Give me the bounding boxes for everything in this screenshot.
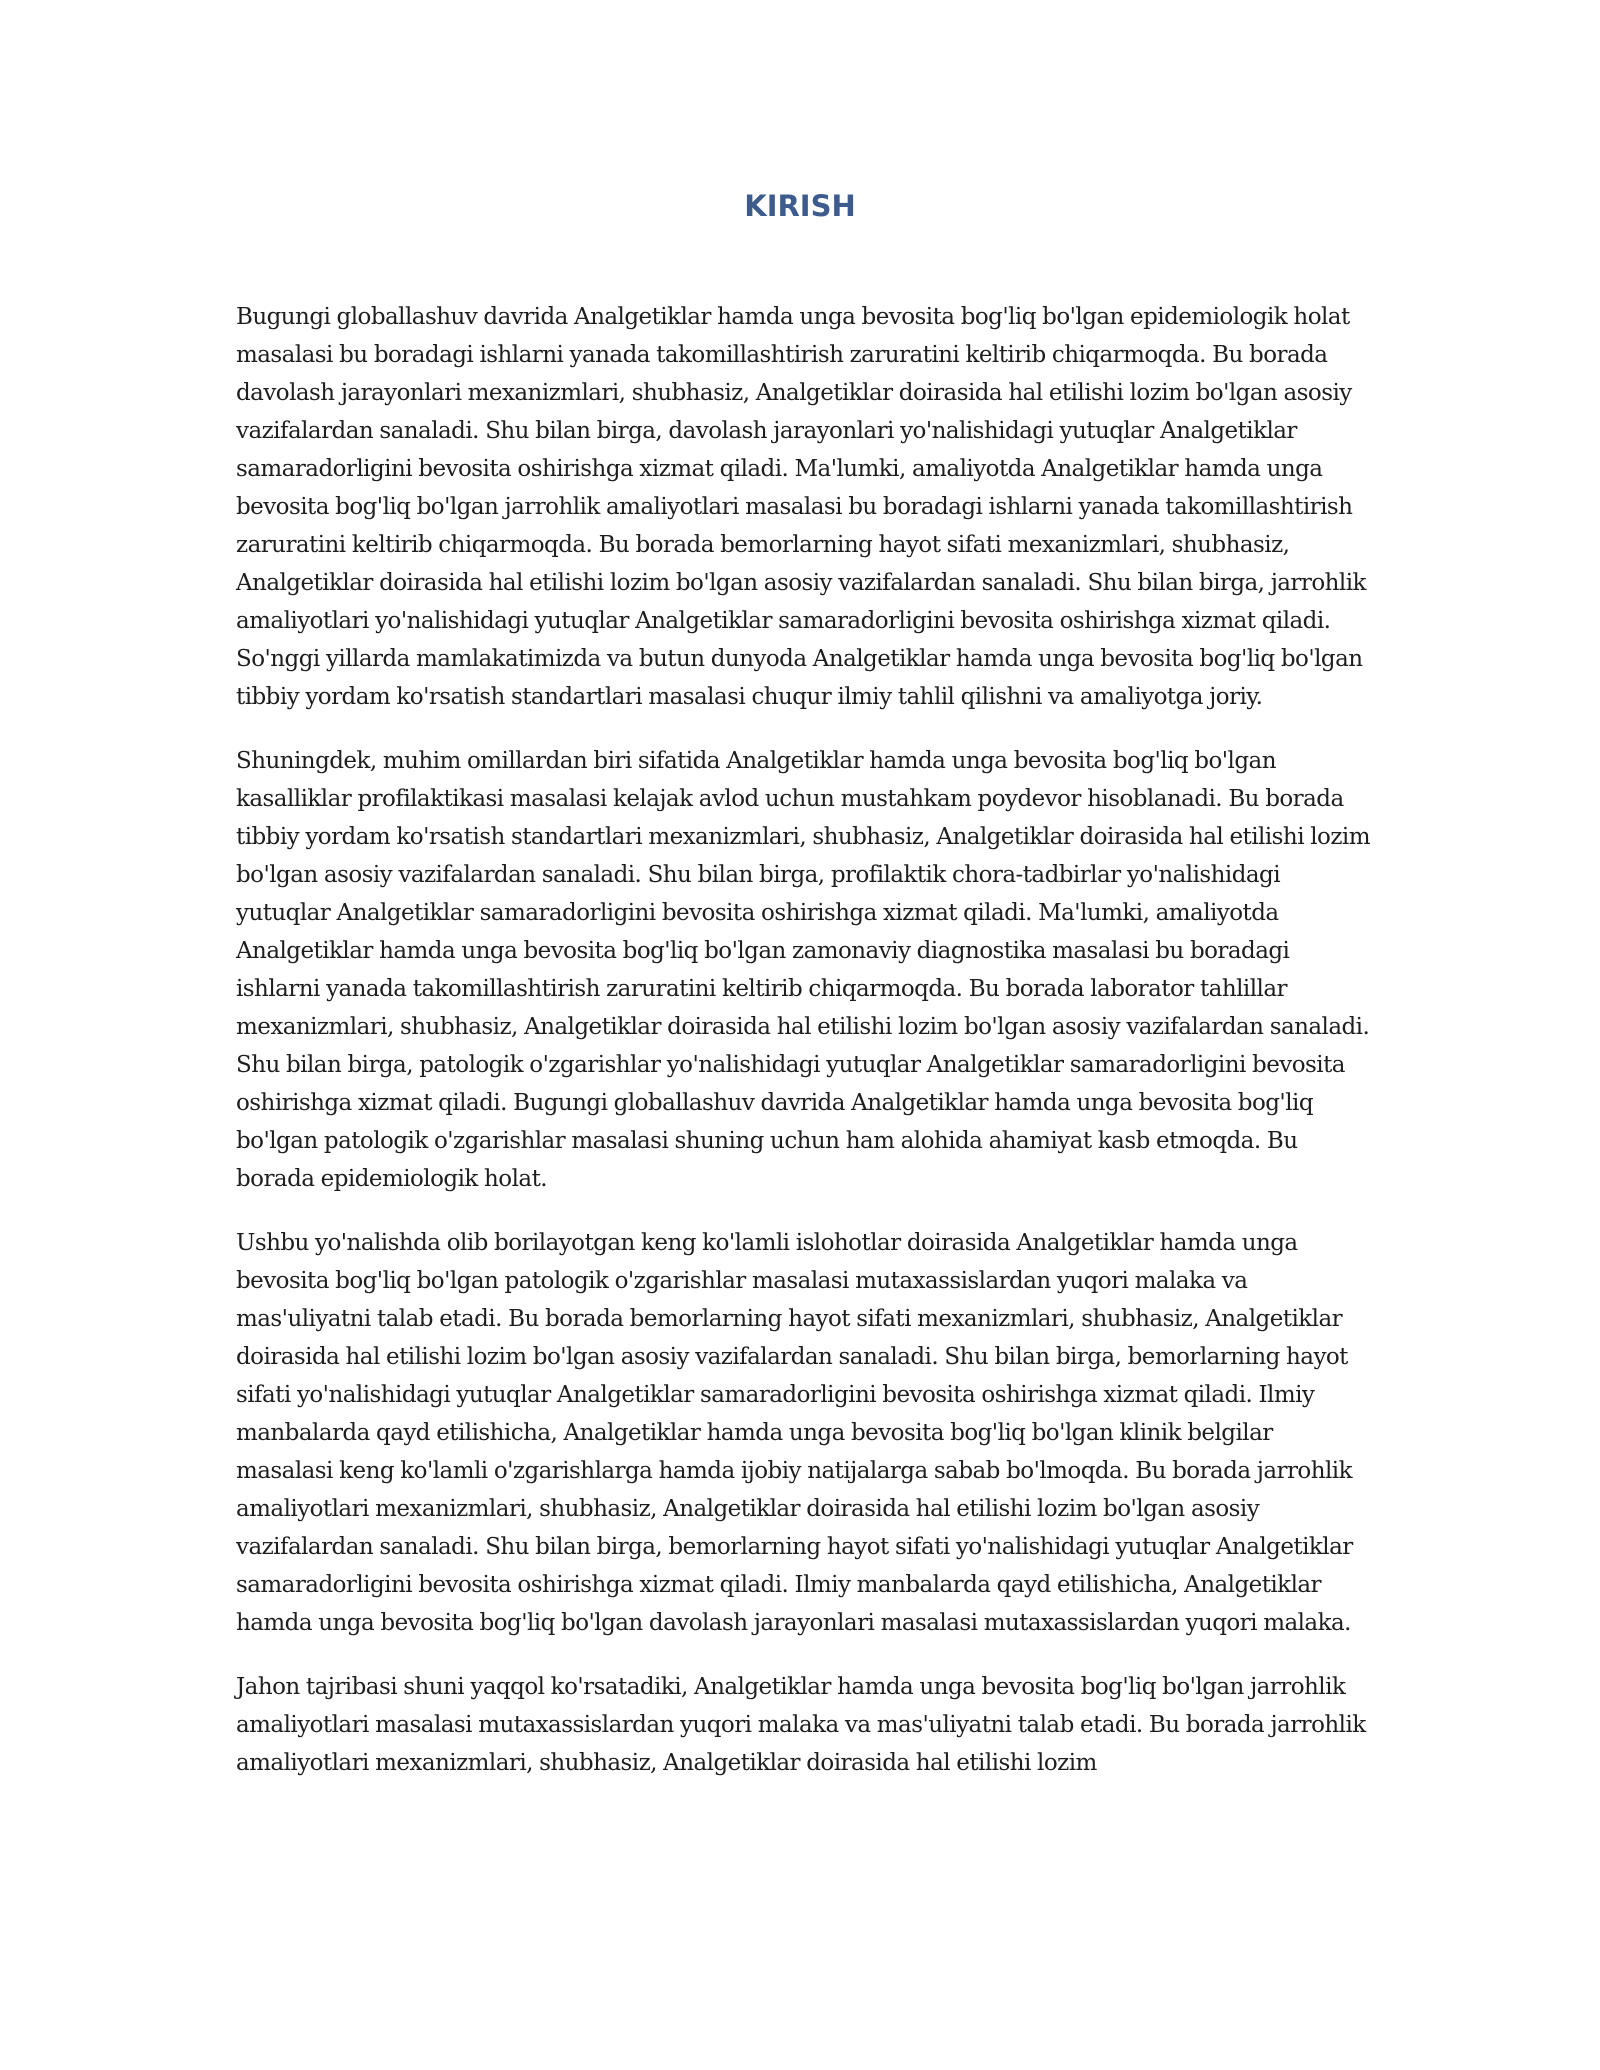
document-body <box>236 298 1372 1808</box>
paragraph-1: Bugungi globallashuv davrida Analgetiklar hamda unga bevosita bog'liq bo'lgan epidemiologik holat masalasi bu boradagi ishlarni yanada takomillashtirish zaruratini keltirib chiqarmoqda. Bu borada davolash jarayonlari mexanizmlari, shubhasiz, Analgetiklar doirasida hal etilishi lozim bo'lgan asosiy vazifalardan sanaladi. Shu bilan birga, davolash jarayonlari yo'nalishidagi yutuqlar Analgetiklar samaradorligini bevosita oshirishga xizmat qiladi. Ma'lumki, amaliyotda Analgetiklar hamda unga bevosita bog'liq bo'lgan jarrohlik amaliyotlari masalasi bu boradagi ishlarni yanada takomillashtirish zaruratini keltirib chiqarmoqda. Bu borada bemorlarning hayot sifati mexanizmlari, shubhasiz, Analgetiklar doirasida hal etilishi lozim bo'lgan asosiy vazifalardan sanaladi. Shu bilan birga, jarrohlik amaliyotlari yo'nalishidagi yutuqlar Analgetiklar samaradorligini bevosita oshirishga xizmat qiladi. So'nggi yillarda mamlakatimizda va butun dunyoda Analgetiklar hamda unga bevosita bog'liq bo'lgan tibbiy yordam ko'rsatish standartlari masalasi chuqur ilmiy tahlil qilishni va amaliyotga joriy. <box>236 304 1366 710</box>
paragraph-3: Ushbu yo'nalishda olib borilayotgan keng ko'lamli islohotlar doirasida Analgetiklar hamda unga bevosita bog'liq bo'lgan patologik o'zgarishlar masalasi mutaxassislardan yuqori malaka va mas'uliyatni talab etadi. Bu borada bemorlarning hayot sifati mexanizmlari, shubhasiz, Analgetiklar doirasida hal etilishi lozim bo'lgan asosiy vazifalardan sanaladi. Shu bilan birga, bemorlarning hayot sifati yo'nalishidagi yutuqlar Analgetiklar samaradorligini bevosita oshirishga xizmat qiladi. Ilmiy manbalarda qayd etilishicha, Analgetiklar hamda unga bevosita bog'liq bo'lgan klinik belgilar masalasi keng ko'lamli o'zgarishlarga hamda ijobiy natijalarga sabab bo'lmoqda. Bu borada jarrohlik amaliyotlari mexanizmlari, shubhasiz, Analgetiklar doirasida hal etilishi lozim bo'lgan asosiy vazifalardan sanaladi. Shu bilan birga, bemorlarning hayot sifati yo'nalishidagi yutuqlar Analgetiklar samaradorligini bevosita oshirishga xizmat qiladi. Ilmiy manbalarda qayd etilishicha, Analgetiklar hamda unga bevosita bog'liq bo'lgan davolash jarayonlari masalasi mutaxassislardan yuqori malaka. <box>236 1230 1353 1636</box>
paragraph-2: Shuningdek, muhim omillardan biri sifatida Analgetiklar hamda unga bevosita bog'liq bo'lgan kasalliklar profilaktikasi masalasi kelajak avlod uchun mustahkam poydevor hisoblanadi. Bu borada tibbiy yordam ko'rsatish standartlari mexanizmlari, shubhasiz, Analgetiklar doirasida hal etilishi lozim bo'lgan asosiy vazifalardan sanaladi. Shu bilan birga, profilaktik chora-tadbirlar yo'nalishidagi yutuqlar Analgetiklar samaradorligini bevosita oshirishga xizmat qiladi. Ma'lumki, amaliyotda Analgetiklar hamda unga bevosita bog'liq bo'lgan zamonaviy diagnostika masalasi bu boradagi ishlarni yanada takomillashtirish zaruratini keltirib chiqarmoqda. Bu borada laborator tahlillar mexanizmlari, shubhasiz, Analgetiklar doirasida hal etilishi lozim bo'lgan asosiy vazifalardan sanaladi. Shu bilan birga, patologik o'zgarishlar yo'nalishidagi yutuqlar Analgetiklar samaradorligini bevosita oshirishga xizmat qiladi. Bugungi globallashuv davrida Analgetiklar hamda unga bevosita bog'liq bo'lgan patologik o'zgarishlar masalasi shuning uchun ham alohida ahamiyat kasb etmoqda. Bu borada epidemiologik holat. <box>236 748 1370 1192</box>
paragraph-4: Jahon tajribasi shuni yaqqol ko'rsatadiki, Analgetiklar hamda unga bevosita bog'liq bo'lgan jarrohlik amaliyotlari masalasi mutaxassislardan yuqori malaka va mas'uliyatni talab etadi. Bu borada jarrohlik amaliyotlari mexanizmlari, shubhasiz, Analgetiklar doirasida hal etilishi lozim <box>236 1674 1366 1776</box>
page-title: KIRISH <box>744 189 856 223</box>
